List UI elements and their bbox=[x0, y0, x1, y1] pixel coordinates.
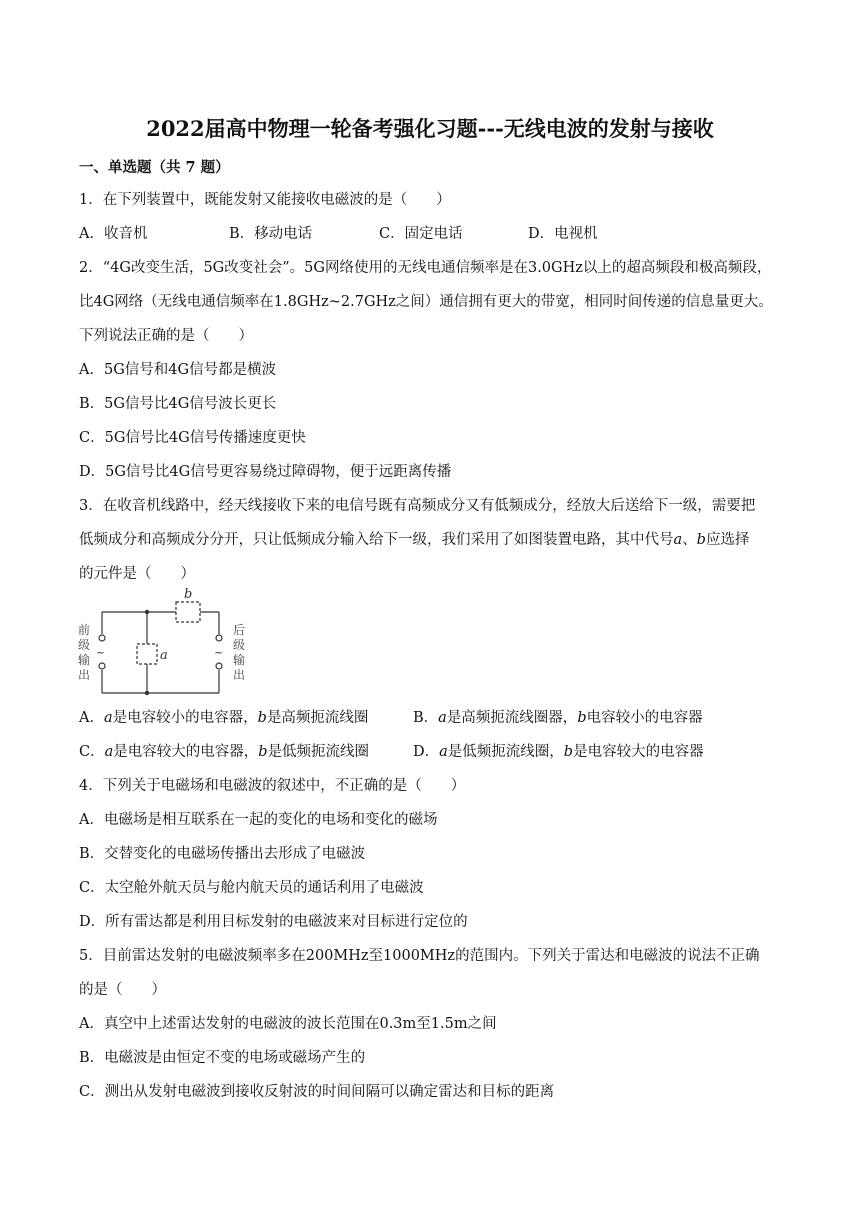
q1-option-c: C．固定电话 bbox=[379, 226, 463, 242]
q4-option-a: A．电磁场是相互联系在一起的变化的电场和变化的磁场 bbox=[79, 812, 438, 828]
element-b-label: b bbox=[184, 587, 193, 602]
left-tilde: ~ bbox=[96, 646, 106, 659]
q3-option-c-text1: 是电容较大的电容器， bbox=[113, 744, 259, 760]
svg-text:级: 级 bbox=[233, 638, 246, 652]
q3-option-d-letter: D． bbox=[413, 744, 440, 760]
q3-option-b-var1: a bbox=[438, 710, 447, 726]
q2-option-c: C．5G信号比4G信号传播速度更快 bbox=[79, 430, 306, 446]
right-tilde: ~ bbox=[214, 646, 224, 659]
q3-option-a-var2: b bbox=[257, 710, 267, 726]
svg-text:出: 出 bbox=[78, 668, 91, 682]
q3-stem-line-2 bbox=[79, 530, 749, 550]
svg-text:级: 级 bbox=[78, 638, 91, 652]
q3-option-b-text1: 是高频扼流线圈器， bbox=[446, 710, 578, 726]
q3-var-b: b bbox=[696, 532, 706, 548]
q5-stem-line-2: 的是（ ） bbox=[79, 982, 166, 998]
junction-top bbox=[145, 610, 149, 614]
q5-stem-line-1: 5．目前雷达发射的电磁波频率多在200MHz至1000MHz的范围内。下列关于雷达和电磁波的说法不正确 bbox=[79, 948, 760, 964]
q3-option-c bbox=[79, 742, 369, 762]
q3-option-a bbox=[79, 708, 368, 728]
q3-stem-line-2-tail: 应选择 bbox=[705, 532, 750, 548]
q1-option-b: B．移动电话 bbox=[229, 226, 313, 242]
q3-stem-line-2-text: 低频成分和高频成分分开，只让低频成分输入给下一级，我们采用了如图装置电路，其中代号 bbox=[79, 532, 674, 548]
junction-bottom bbox=[145, 691, 149, 695]
svg-text:出: 出 bbox=[233, 668, 246, 682]
left-terminal-bottom bbox=[99, 663, 105, 669]
right-terminal-top bbox=[216, 635, 222, 641]
q3-var-sep: 、 bbox=[682, 532, 697, 548]
q3-option-b bbox=[413, 708, 703, 728]
q2-stem-line-1: 2．“4G改变生活，5G改变社会”。5G网络使用的无线电通信频率是在3.0GHz以上的超高频段和极高频段， bbox=[79, 260, 772, 276]
q3-option-d-text1: 是低频扼流线圈， bbox=[447, 744, 564, 760]
q3-option-b-var2: b bbox=[577, 710, 587, 726]
q3-option-a-text1: 是电容较小的电容器， bbox=[112, 710, 258, 726]
q4-option-c: C．太空舱外航天员与舱内航天员的通话利用了电磁波 bbox=[79, 880, 424, 896]
element-b-box bbox=[176, 602, 200, 622]
right-vertical-label bbox=[233, 623, 245, 682]
right-terminal-bottom bbox=[216, 663, 222, 669]
q3-option-b-text2: 电容较小的电容器 bbox=[586, 710, 703, 726]
left-vertical-label bbox=[78, 623, 90, 682]
q3-option-d-var1: a bbox=[439, 744, 448, 760]
q3-option-d bbox=[413, 742, 704, 762]
section-heading: 一、单选题（共 7 题） bbox=[79, 159, 230, 176]
element-a-box bbox=[137, 644, 157, 664]
left-terminal-top bbox=[99, 635, 105, 641]
q5-option-b: B．电磁波是由恒定不变的电场或磁场产生的 bbox=[79, 1050, 366, 1066]
q1-stem: 1．在下列装置中，既能发射又能接收电磁波的是（ ） bbox=[79, 192, 451, 208]
svg-text:后: 后 bbox=[233, 623, 246, 637]
q3-option-a-letter: A． bbox=[79, 710, 104, 726]
q5-option-a: A．真空中上述雷达发射的电磁波的波长范围在0.3m至1.5m之间 bbox=[79, 1016, 497, 1032]
svg-text:输: 输 bbox=[233, 653, 246, 667]
element-a-label: a bbox=[160, 648, 168, 663]
q3-option-c-var2: b bbox=[258, 744, 268, 760]
svg-text:输: 输 bbox=[78, 653, 91, 667]
q1-option-d: D．电视机 bbox=[528, 226, 598, 242]
q4-stem: 4．下列关于电磁场和电磁波的叙述中，不正确的是（ ） bbox=[79, 778, 466, 794]
q3-stem-line-3: 的元件是（ ） bbox=[79, 566, 195, 582]
q3-option-d-var2: b bbox=[563, 744, 574, 760]
q2-stem-line-3: 下列说法正确的是（ ） bbox=[79, 328, 253, 344]
q3-option-c-var1: a bbox=[104, 744, 114, 760]
q3-option-d-text2: 是电容较大的电容器 bbox=[573, 744, 704, 760]
q3-circuit-diagram bbox=[76, 586, 256, 698]
q3-option-a-text2: 是高频扼流线圈 bbox=[266, 710, 369, 726]
q3-option-a-var1: a bbox=[103, 710, 113, 726]
q3-option-c-letter: C． bbox=[79, 744, 105, 760]
q2-option-d: D．5G信号比4G信号更容易绕过障碍物，便于远距离传播 bbox=[79, 464, 452, 480]
q3-var-a: a bbox=[673, 532, 683, 548]
svg-text:前: 前 bbox=[78, 623, 91, 637]
q3-stem-line-1: 3．在收音机线路中，经天线接收下来的电信号既有高频成分又有低频成分，经放大后送给下一级，需要把 bbox=[79, 498, 756, 514]
q4-option-d: D．所有雷达都是利用目标发射的电磁波来对目标进行定位的 bbox=[79, 914, 468, 930]
q3-option-c-text2: 是低频扼流线圈 bbox=[267, 744, 370, 760]
document-title: 2022届高中物理一轮备考强化习题---无线电波的发射与接收 bbox=[146, 116, 714, 141]
q2-stem-line-2: 比4G网络（无线电通信频率在1.8GHz~2.7GHz之间）通信拥有更大的带宽，相同时间传递的信息量更大。 bbox=[79, 294, 773, 310]
q4-option-b: B．交替变化的电磁场传播出去形成了电磁波 bbox=[79, 846, 366, 862]
q3-option-b-letter: B． bbox=[413, 710, 439, 726]
q1-option-a: A．收音机 bbox=[79, 226, 148, 242]
q5-option-c: C．测出从发射电磁波到接收反射波的时间间隔可以确定雷达和目标的距离 bbox=[79, 1084, 555, 1100]
q2-option-b: B．5G信号比4G信号波长更长 bbox=[79, 396, 277, 412]
q2-option-a: A．5G信号和4G信号都是横波 bbox=[79, 362, 277, 378]
